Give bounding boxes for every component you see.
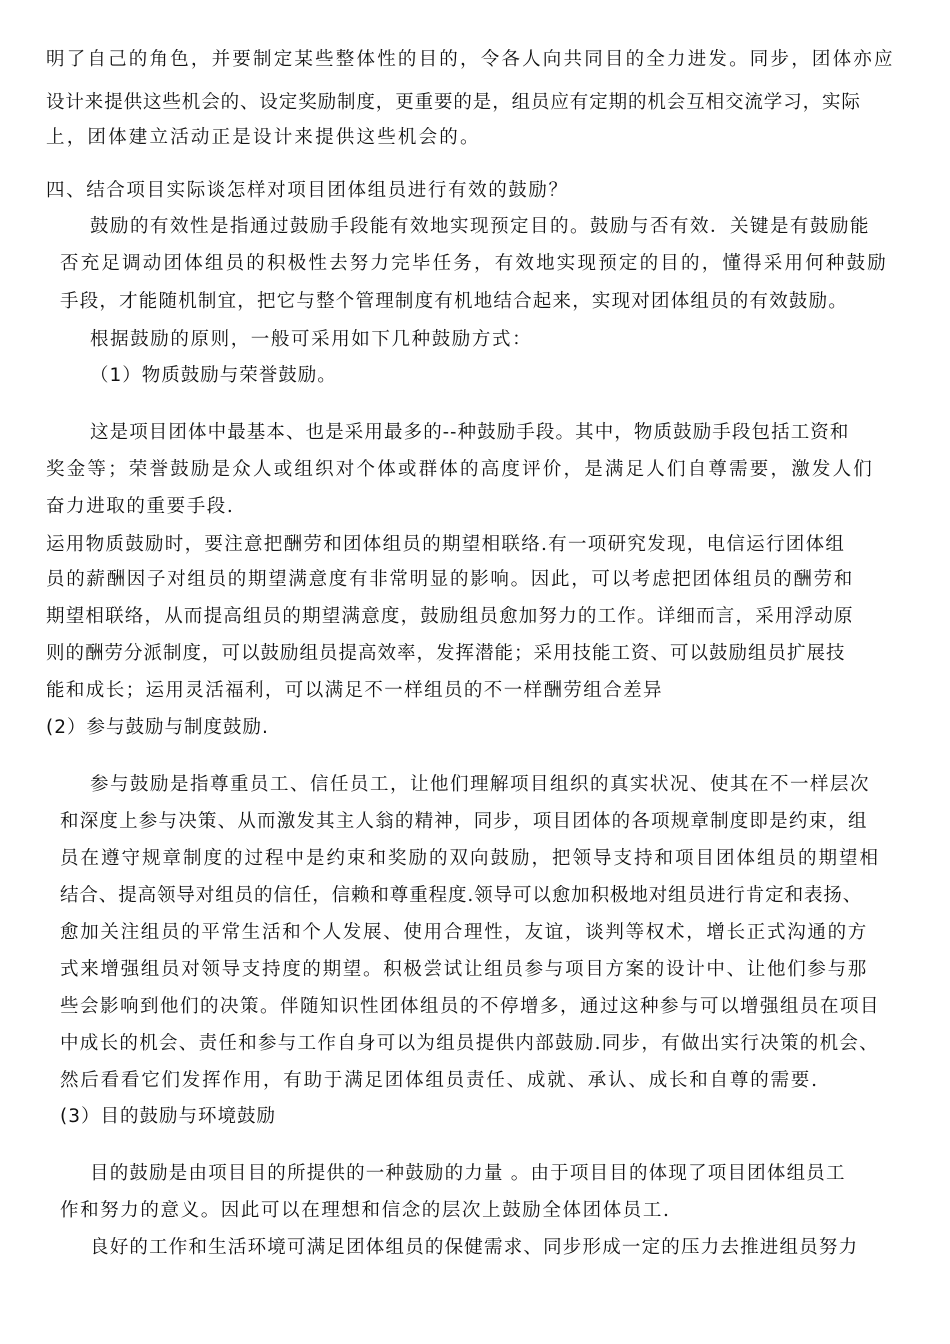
paragraph-line: 员在遵守规章制度的过程中是约束和奖励的双向鼓励，把领导支持和项目团体组员的期望相 — [60, 848, 881, 869]
paragraph-line: 员的薪酬因子对组员的期望满意度有非常明显的影响。因此，可以考虑把团体组员的酬劳和 — [46, 569, 855, 590]
paragraph-line: 明了自己的角色，并要制定某些整体性的目的，令各人向共同目的全力进发。同步，团体亦应 — [46, 49, 895, 70]
paragraph-line: 这是项目团体中最基本、也是采用最多的--种鼓励手段。其中，物质鼓励手段包括工资和 — [90, 422, 850, 443]
paragraph-line: 设计来提供这些机会的、设定奖励制度，更重要的是，组员应有定期的机会互相交流学习，实际 — [46, 92, 861, 113]
subsection-heading: (2）参与鼓励与制度鼓励. — [46, 717, 269, 738]
paragraph-line: 运用物质鼓励时，要注意把酬劳和团体组员的期望相联络.有一项研究发现，电信运行团体组 — [46, 534, 846, 555]
paragraph-line: 鼓励的有效性是指通过鼓励手段能有效地实现预定目的。鼓励与否有效．关键是有鼓励能 — [90, 216, 871, 237]
paragraph-line: 手段，才能随机制宜，把它与整个管理制度有机地结合起来，实现对团体组员的有效鼓励。 — [60, 291, 849, 312]
paragraph-line: 目的鼓励是由项目目的所提供的一种鼓励的力量 。由于项目目的体现了项目团体组员工 — [90, 1163, 846, 1184]
paragraph-line: 中成长的机会、责任和参与工作自身可以为组员提供内部鼓励.同步，有做出实行决策的机会、 — [60, 1033, 879, 1054]
paragraph-line: 否充足调动团体组员的积极性去努力完毕任务，有效地实现预定的目的，懂得采用何种鼓励 — [60, 253, 889, 274]
section-heading: 四、结合项目实际谈怎样对项目团体组员进行有效的鼓励？ — [46, 180, 569, 201]
paragraph-line: 些会影响到他们的决策。伴随知识性团体组员的不停增多，通过这种参与可以增强组员在项目 — [60, 996, 881, 1017]
paragraph-line: 良好的工作和生活环境可满足团体组员的保健需求、同步形成一定的压力去推进组员努力 — [90, 1237, 859, 1258]
paragraph-line: 和深度上参与决策、从而激发其主人翁的精神，同步，项目团体的各项规章制度即是约束，组 — [60, 811, 868, 832]
paragraph-line: 则的酬劳分派制度，可以鼓励组员提高效率，发挥潜能；采用技能工资、可以鼓励组员扩展技 — [46, 643, 846, 664]
paragraph-line: 能和成长；运用灵活福利，可以满足不一样组员的不一样酬劳组合差异 — [46, 680, 663, 701]
subsection-heading: (3）目的鼓励与环境鼓励 — [60, 1106, 276, 1127]
paragraph-line: 上，团体建立活动正是设计来提供这些机会的。 — [46, 127, 481, 148]
paragraph-line: 奖金等；荣誉鼓励是众人或组织对个体或群体的高度评价，是满足人们自尊需要，激发人们 — [46, 459, 875, 480]
paragraph-line: 作和努力的意义。因此可以在理想和信念的层次上鼓励全体团体员工. — [60, 1200, 671, 1221]
paragraph-line: 期望相联络，从而提高组员的期望满意度，鼓励组员愈加努力的工作。详细而言，采用浮动原 — [46, 606, 854, 627]
paragraph-line: 愈加关注组员的平常生活和个人发展、使用合理性，友谊，谈判等权术，增长正式沟通的方 — [60, 922, 869, 943]
paragraph-line: 然后看看它们发挥作用，有助于满足团体组员责任、成就、承认、成长和自尊的需要. — [60, 1070, 819, 1091]
paragraph-line: 结合、提高领导对组员的信任，信赖和尊重程度.领导可以愈加积极地对组员进行肯定和表扬、 — [60, 885, 863, 906]
paragraph-line: 奋力进取的重要手段. — [46, 496, 235, 517]
paragraph-line: 参与鼓励是指尊重员工、信任员工，让他们理解项目组织的真实状况、使其在不一样层次 — [90, 774, 871, 795]
subsection-heading: （1）物质鼓励与荣誉鼓励。 — [90, 365, 337, 386]
paragraph-line: 式来增强组员对领导支持度的期望。积极尝试让组员参与项目方案的设计中、让他们参与那 — [60, 959, 869, 980]
paragraph-line: 根据鼓励的原则，一般可采用如下几种鼓励方式： — [90, 329, 533, 350]
